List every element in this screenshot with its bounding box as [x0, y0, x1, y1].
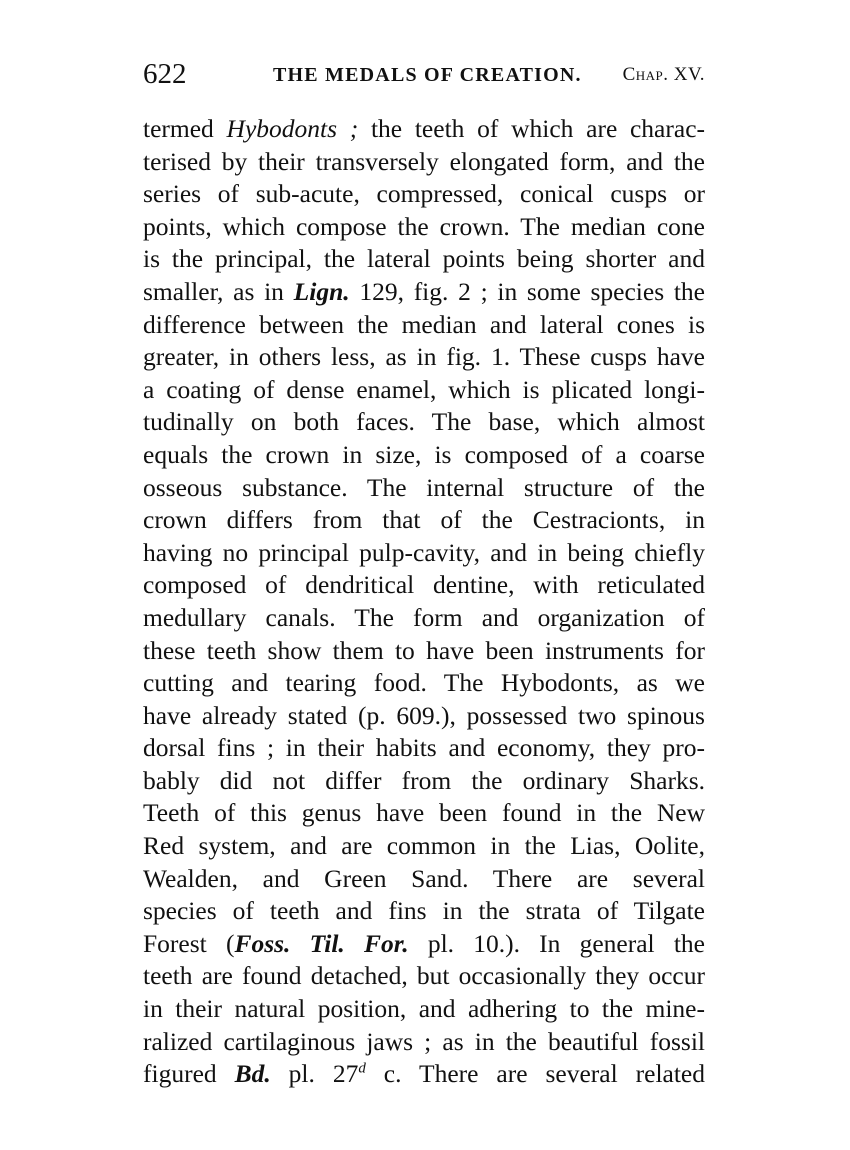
running-title: THE MEDALS OF CREATION. — [273, 64, 582, 86]
text-segment: a coating of dense enamel, which is plicated longi- — [143, 374, 705, 404]
chapter-reference: Chap. XV. — [622, 64, 705, 85]
text-segment: greater, in others less, as in fig. 1. These cusps have — [143, 342, 705, 372]
text-segment: the teeth of which are charac- — [358, 114, 705, 143]
text-line — [143, 309, 705, 342]
text-line — [143, 895, 705, 928]
text-segment: Forest ( — [143, 928, 235, 958]
text-segment: ralized cartilaginous jaws ; as in the beautiful fossil — [143, 1026, 705, 1056]
emphasized-text: Bd. — [234, 1059, 271, 1089]
text-segment: species of teeth and fins in the strata of Tilgate — [143, 896, 705, 926]
text-segment: 129, fig. 2 ; in some species the — [349, 276, 705, 306]
text-segment: Wealden, and Green Sand. There are several — [143, 863, 705, 893]
text-segment: termed — [143, 114, 227, 143]
emphasized-text: Foss. Til. For. — [234, 928, 409, 958]
text-line — [143, 732, 705, 765]
text-line — [143, 863, 705, 896]
text-segment: osseous substance. The internal structure of the — [143, 472, 705, 502]
text-line — [143, 765, 705, 798]
text-segment: smaller, as in — [143, 276, 294, 306]
text-segment: crown differs from that of the Cestracionts, in — [143, 505, 705, 535]
text-line — [143, 960, 705, 993]
text-segment: teeth are found detached, but occasionally they occur — [143, 961, 705, 991]
page-number: 622 — [143, 58, 187, 90]
text-line — [143, 537, 705, 570]
text-line — [143, 667, 705, 700]
text-line — [143, 472, 705, 505]
text-segment: Teeth of this genus have been found in the New — [143, 798, 705, 828]
text-line — [143, 504, 705, 537]
text-segment: is the principal, the lateral points being shorter and — [143, 244, 705, 274]
text-line — [143, 635, 705, 668]
text-line — [143, 797, 705, 830]
text-segment: have already stated (p. 609.), possessed two spinous — [143, 700, 705, 730]
superscript: d — [358, 1060, 366, 1077]
text-line — [143, 146, 705, 179]
text-segment: cutting and tearing food. The Hybodonts, as we — [143, 668, 705, 698]
text-line — [143, 341, 705, 374]
text-segment: series of sub-acute, compressed, conical cusps or — [143, 179, 705, 209]
text-segment: medullary canals. The form and organization of — [143, 602, 705, 632]
text-segment: having no principal pulp-cavity, and in being chiefly — [143, 537, 705, 567]
text-line — [143, 993, 705, 1026]
emphasized-text: Hybodonts ; — [226, 114, 359, 143]
text-line — [143, 243, 705, 276]
text-segment: dorsal fins ; in their habits and economy, they pro- — [143, 733, 705, 763]
text-line — [143, 1058, 705, 1091]
text-segment: difference between the median and lateral cones is — [143, 309, 705, 339]
text-segment: these teeth show them to have been instruments for — [143, 635, 705, 665]
text-line — [143, 211, 705, 244]
text-line — [143, 276, 705, 309]
text-line — [143, 374, 705, 407]
text-segment: composed of dendritical dentine, with reticulated — [143, 570, 705, 600]
body-text — [143, 113, 705, 1091]
text-line — [143, 700, 705, 733]
text-segment: bably did not differ from the ordinary Sharks. — [143, 765, 705, 795]
text-segment: pl. 27 — [270, 1059, 359, 1089]
text-line — [143, 113, 705, 146]
text-line — [143, 178, 705, 211]
running-head — [143, 58, 705, 90]
text-segment: c. There are several related — [365, 1059, 705, 1089]
text-segment: pl. 10.). In general the — [408, 928, 705, 958]
text-segment: figured — [143, 1059, 235, 1089]
text-line — [143, 406, 705, 439]
text-line — [143, 439, 705, 472]
text-line — [143, 830, 705, 863]
text-line — [143, 1026, 705, 1059]
text-line — [143, 569, 705, 602]
emphasized-text: Lign. — [293, 276, 350, 306]
text-segment: terised by their transversely elongated form, and the — [143, 146, 705, 176]
text-line — [143, 928, 705, 961]
text-segment: tudinally on both faces. The base, which almost — [143, 407, 705, 437]
text-line — [143, 602, 705, 635]
text-segment: in their natural position, and adhering to the mine- — [143, 994, 705, 1024]
text-segment: points, which compose the crown. The median cone — [143, 211, 705, 241]
text-segment: equals the crown in size, is composed of a coarse — [143, 439, 705, 469]
text-segment: Red system, and are common in the Lias, Oolite, — [143, 831, 705, 861]
